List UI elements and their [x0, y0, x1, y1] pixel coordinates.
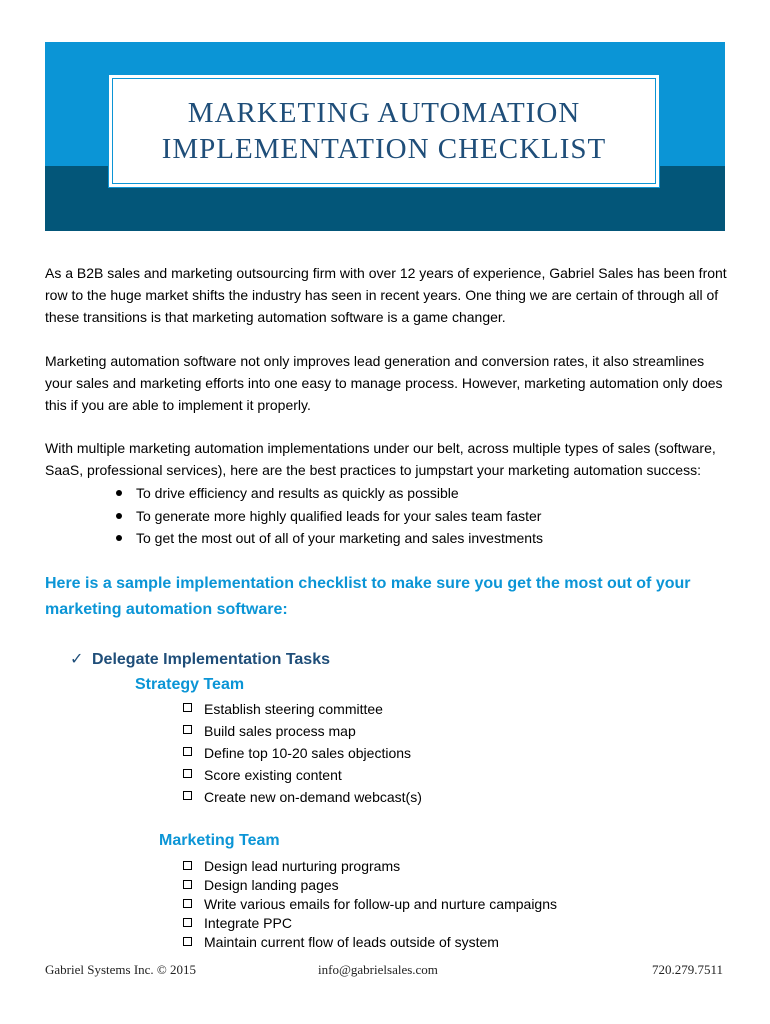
checkbox-icon	[183, 703, 192, 712]
header-banner	[45, 42, 725, 231]
section-title	[70, 648, 330, 672]
checkbox-icon	[183, 725, 192, 734]
footer-company: Gabriel Systems Inc. © 2015	[45, 962, 197, 977]
text-line: this if you are able to implement it properly.	[45, 397, 311, 413]
title-box	[108, 74, 660, 188]
checklist-item-text: Integrate PPC	[204, 915, 292, 931]
list-item	[112, 505, 543, 528]
strategy-task-list	[182, 698, 422, 808]
team-title-marketing: Marketing Team	[159, 832, 280, 849]
list-item	[112, 482, 543, 505]
checklist-item	[182, 876, 557, 895]
page-title-line-1: MARKETING AUTOMATION	[187, 97, 581, 129]
checkbox-icon	[183, 747, 192, 756]
checkbox-icon	[183, 769, 192, 778]
checklist-item-text: Write various emails for follow-up and nurture campaigns	[204, 896, 558, 912]
checklist-heading	[45, 571, 691, 623]
checkbox-icon	[183, 861, 192, 870]
list-item-text: To drive efficiency and results as quickly as possible	[136, 485, 459, 501]
text-line: row to the huge market shifts the industry has seen in recent years. One thing we are certain of through all of	[45, 287, 719, 303]
marketing-task-list	[182, 857, 557, 952]
checkbox-icon	[183, 880, 192, 889]
checkbox-icon	[183, 791, 192, 800]
list-item	[112, 527, 543, 550]
checklist-item	[182, 933, 557, 952]
checklist-item-text: Define top 10-20 sales objections	[204, 745, 412, 761]
bullet-icon	[116, 535, 122, 541]
text-line: your sales and marketing efforts into one easy to manage process. However, marketing automation only does	[45, 375, 723, 391]
checklist-item	[182, 698, 422, 720]
checklist-item	[182, 857, 557, 876]
list-item-text: To get the most out of all of your marketing and sales investments	[136, 530, 543, 546]
checklist-item	[182, 786, 422, 808]
checkmark-icon: ✓	[70, 651, 84, 668]
footer-email: info@gabrielsales.com	[318, 962, 438, 977]
text-line: these transitions is that marketing automation software is a game changer.	[45, 309, 506, 325]
intro-paragraph-2	[45, 350, 735, 416]
checkbox-icon	[183, 899, 192, 908]
intro-paragraph-3	[45, 437, 735, 481]
checklist-item-text: Build sales process map	[204, 723, 356, 739]
page-title-line-2: IMPLEMENTATION CHECKLIST	[161, 133, 607, 165]
checkbox-icon	[183, 937, 192, 946]
checklist-item-text: Establish steering committee	[204, 701, 383, 717]
checklist-item-text: Design lead nurturing programs	[204, 858, 401, 874]
list-item-text: To generate more highly qualified leads for your sales team faster	[136, 507, 542, 524]
footer-phone: 720.279.7511	[652, 962, 724, 977]
checklist-item-text: Create new on-demand webcast(s)	[204, 789, 422, 805]
checklist-item-text: Maintain current flow of leads outside of system	[204, 934, 499, 950]
checklist-item	[182, 720, 422, 742]
bullet-icon	[116, 513, 122, 519]
team-title-strategy: Strategy Team	[135, 676, 245, 693]
checklist-heading-line-1: Here is a sample implementation checklist to make sure you get the most out of your	[45, 575, 691, 592]
checklist-item	[182, 914, 557, 933]
checklist-item	[182, 895, 557, 914]
checkbox-icon	[183, 918, 192, 927]
checklist-item	[182, 764, 422, 786]
checklist-item-text: Design landing pages	[204, 877, 339, 893]
text-line: With multiple marketing automation implementations under our belt, across multiple types of sales (software,	[45, 440, 716, 456]
text-line: Marketing automation software not only improves lead generation and conversion rates, it also streamlines	[45, 353, 705, 369]
benefits-list	[112, 482, 543, 550]
section-title-text: Delegate Implementation Tasks	[92, 651, 330, 668]
checklist-item-text: Score existing content	[204, 767, 342, 783]
text-line: As a B2B sales and marketing outsourcing firm with over 12 years of experience, Gabriel Sales has been front	[45, 265, 727, 281]
checklist-heading-line-2: marketing automation software:	[45, 601, 288, 618]
bullet-icon	[116, 490, 122, 496]
intro-paragraph-1	[45, 262, 735, 328]
checklist-item	[182, 742, 422, 764]
text-line: SaaS, professional services), here are the best practices to jumpstart your marketing automation success:	[45, 462, 701, 478]
